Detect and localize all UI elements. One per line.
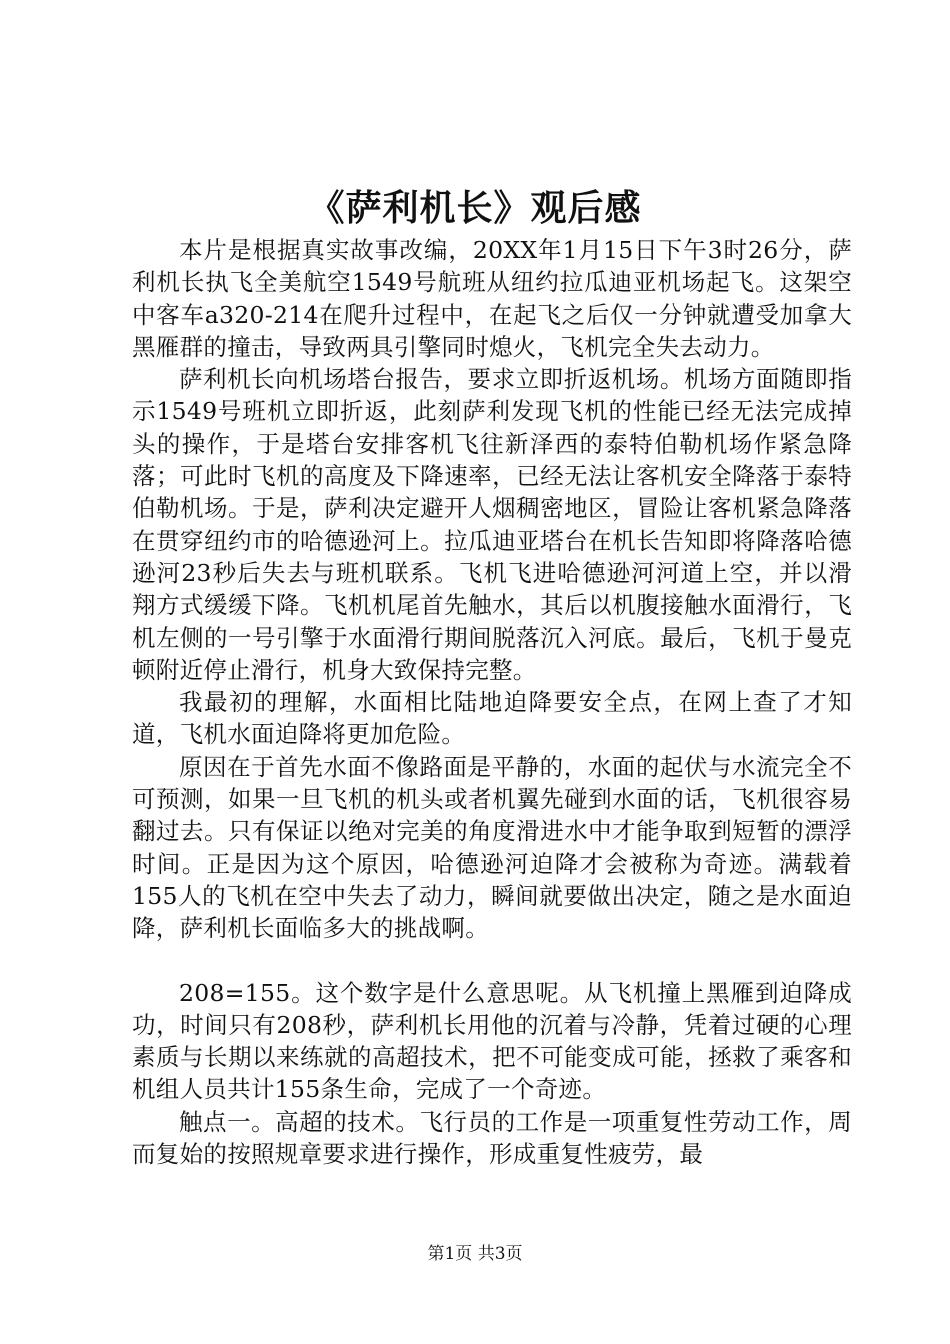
paragraph-5: 208=155。这个数字是什么意思呢。从飞机撞上黑雁到迫降成功，时间只有208秒，萨利机长用他的沉着与冷静，凭着过硬的心理素质与长期以来练就的高超技术，把不可能变成可能，拯救了乘客和机组人员共计155条生命，完成了一个奇迹。	[132, 978, 852, 1104]
document-body	[132, 234, 852, 1170]
paragraph-2: 萨利机长向机场塔台报告，要求立即折返机场。机场方面随即指示1549号班机立即折返，此刻萨利发现飞机的性能已经无法完成掉头的操作，于是塔台安排客机飞往新泽西的泰特伯勒机场作紧急降落；可此时飞机的高度及下降速率，已经无法让客机安全降落于泰特伯勒机场。于是，萨利决定避开人烟稠密地区，冒险让客机紧急降落在贯穿纽约市的哈德逊河上。拉瓜迪亚塔台在机长告知即将降落哈德逊河23秒后失去与班机联系。飞机飞进哈德逊河河道上空，并以滑翔方式缓缓下降。飞机机尾首先触水，其后以机腹接触水面滑行，飞机左侧的一号引擎于水面滑行期间脱落沉入河底。最后，飞机于曼克顿附近停止滑行，机身大致保持完整。	[132, 365, 852, 684]
paragraph-4: 原因在于首先水面不像路面是平静的，水面的起伏与水流完全不可预测，如果一旦飞机的机头或者机翼先碰到水面的话，飞机很容易翻过去。只有保证以绝对完美的角度滑进水中才能争取到短暂的漂浮时间。正是因为这个原因，哈德逊河迫降才会被称为奇迹。满载着155人的飞机在空中失去了动力，瞬间就要做出决定，随之是水面迫降，萨利机长面临多大的挑战啊。	[132, 752, 852, 943]
paragraph-3: 我最初的理解，水面相比陆地迫降要安全点，在网上查了才知道，飞机水面迫降将更加危险。	[132, 688, 852, 749]
paragraph-6: 触点一。高超的技术。飞行员的工作是一项重复性劳动工作，周而复始的按照规章要求进行操作，形成重复性疲劳，最	[132, 1107, 852, 1169]
page-number-footer: 第1页 共3页	[427, 1244, 523, 1264]
document-title: 《萨利机长》观后感	[308, 187, 642, 229]
paragraph-1: 本片是根据真实故事改编，20XX年1月15日下午3时26分，萨利机长执飞全美航空1549号航班从纽约拉瓜迪亚机场起飞。这架空中客车a320-214在爬升过程中，在起飞之后仅一分钟就遭受加拿大黑雁群的撞击，导致两具引擎同时熄火，飞机完全失去动力。	[132, 236, 852, 361]
